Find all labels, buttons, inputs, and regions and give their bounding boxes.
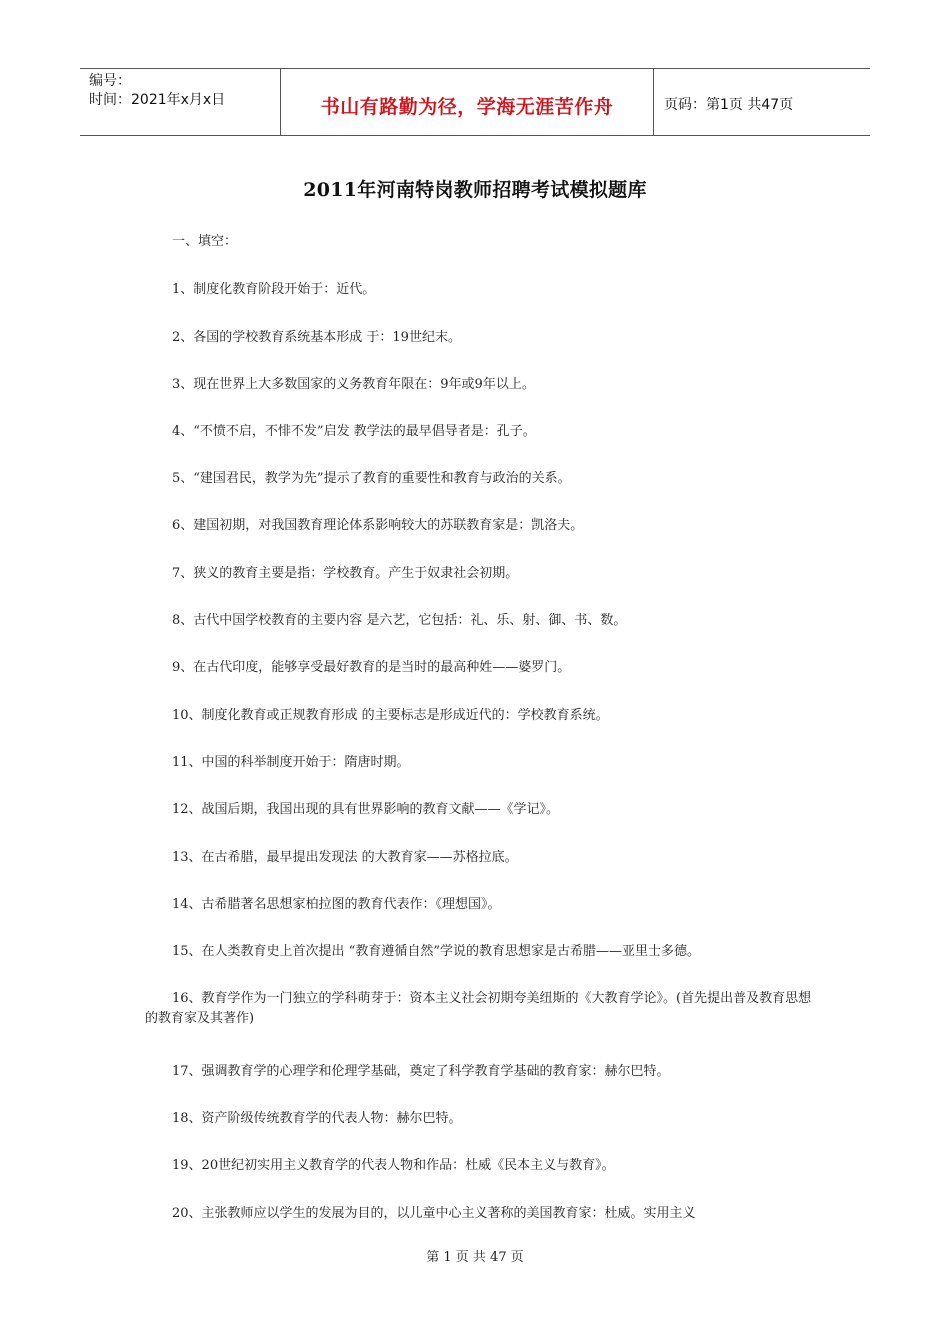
document-title: 2011年河南特岗教师招聘考试模拟题库 [303,179,647,201]
header-motto: 书山有路勤为径，学海无涯苦作舟 [281,69,654,135]
paragraph: 4、“不愤不启，不悱不发”启发 教学法的最早倡导者是：孔子。 [172,424,536,439]
paragraph: 2、各国的学校教育系统基本形成 于：19世纪末。 [172,330,461,345]
document-header [80,68,870,136]
paragraph: 1、制度化教育阶段开始于：近代。 [172,282,376,297]
paragraph: 15、在人类教育史上首次提出 “教育遵循自然”学说的教育思想家是古希腊——亚里士多德。 [172,944,700,959]
paragraph: 12、战国后期，我国出现的具有世界影响的教育文献——《学记》。 [172,802,560,817]
paragraph: 16、教育学作为一门独立的学科萌芽于：资本主义社会初期夸美纽斯的《大教育学论》。(首先提出普及教育思想的教育家及其著作) [145,991,812,1026]
paragraph: 6、建国初期，对我国教育理论体系影响较大的苏联教育家是：凯洛夫。 [172,518,584,533]
paragraph: 20、主张教师应以学生的发展为目的，以儿童中心主义著称的美国教育家：杜威。实用主义 [172,1206,696,1221]
paragraph: 18、资产阶级传统教育学的代表人物：赫尔巴特。 [172,1111,462,1126]
paragraph: 14、古希腊著名思想家柏拉图的教育代表作：《理想国》。 [172,897,501,912]
paragraph: 19、20世纪初实用主义教育学的代表人物和作品：杜威《民本主义与教育》。 [172,1158,615,1173]
paragraph: 13、在古希腊，最早提出发现法 的大教育家——苏格拉底。 [172,850,518,865]
page-footer: 第 1 页 共 47 页 [426,1250,524,1265]
paragraph: 5、“建国君民，教学为先”提示了教育的重要性和教育与政治的关系。 [172,471,571,486]
paragraph: 8、古代中国学校教育的主要内容 是六艺，它包括：礼、乐、射、御、书、数。 [172,613,627,628]
paragraph: 9、在古代印度，能够享受最好教育的是当时的最高种姓——婆罗门。 [172,660,571,675]
paragraph: 3、现在世界上大多数国家的义务教育年限在：9年或9年以上。 [172,377,535,392]
paragraph: 11、中国的科举制度开始于：隋唐时期。 [172,755,410,770]
paragraph: 17、强调教育学的心理学和伦理学基础，奠定了科学教育学基础的教育家：赫尔巴特。 [172,1064,670,1079]
document-time-label: 时间：2021年x月x日 [89,92,226,108]
header-page-code: 页码：第1页 共47页 [664,97,794,113]
paragraph: 10、制度化教育或正规教育形成 的主要标志是形成近代的：学校教育系统。 [172,708,609,723]
document-number-label: 编号： [89,73,131,89]
paragraph: 一、填空： [172,234,238,249]
paragraph: 7、狭义的教育主要是指：学校教育。产生于奴隶社会初期。 [172,566,519,581]
header-meta-cell [80,69,281,135]
